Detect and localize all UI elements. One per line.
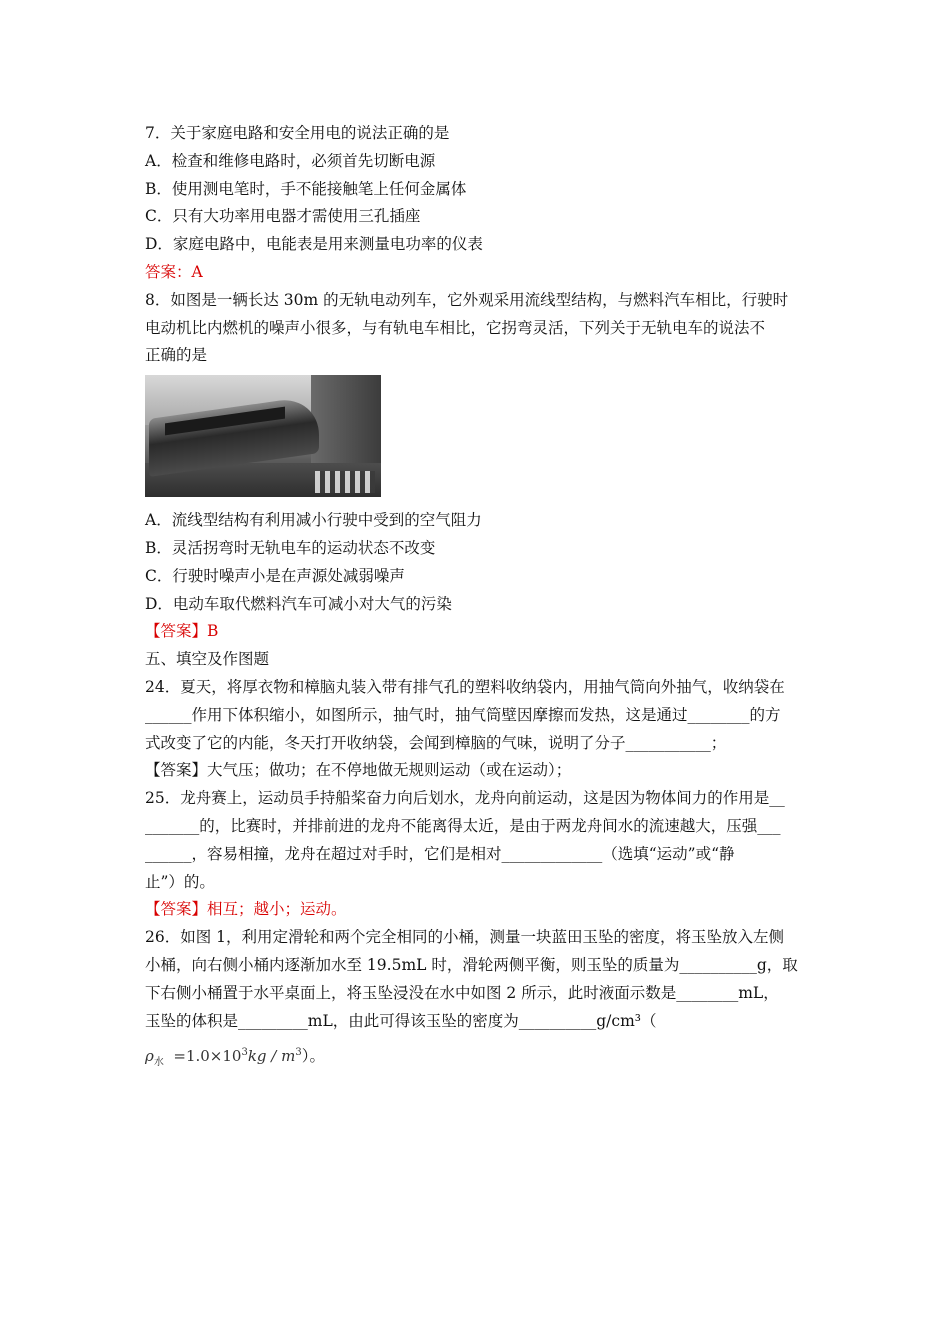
q26-formula-line <box>145 1039 815 1077</box>
q25-line-4: 止”）的。 <box>145 872 215 891</box>
q25-line-3: ______，容易相撞，龙舟在超过对手时，它们是相对_____________（选填“运动”或“静 <box>145 844 735 863</box>
document-content <box>145 120 815 1077</box>
q24-line-2: ______作用下体积缩小，如图所示，抽气时，抽气筒壁因摩擦而发热，这是通过________的方 <box>145 705 781 724</box>
q8-option-d: D．电动车取代燃料汽车可减小对大气的污染 <box>145 594 452 613</box>
q8-option-b: B．灵活拐弯时无轨电车的运动状态不改变 <box>145 538 436 557</box>
formula-value: =1.0×10 <box>173 1047 242 1066</box>
q7-stem: 7．关于家庭电路和安全用电的说法正确的是 <box>145 124 450 142</box>
q7-option-a: A．检查和维修电路时，必须首先切断电源 <box>145 151 436 170</box>
q24-answer-text: 大气压；做功；在不停地做无规则运动（或在运动）； <box>207 761 572 780</box>
formula-exponent: 3 <box>241 1047 248 1059</box>
formula-unit-exponent: 3 <box>295 1047 302 1059</box>
q25-line-1: 25．龙舟赛上，运动员手持船桨奋力向后划水，龙舟向前运动，这是因为物体间力的作用是__ <box>145 789 785 808</box>
q26-line-2: 小桶，向右侧小桶内逐渐加水至 19.5mL 时，滑轮两侧平衡，则玉坠的质量为__________g，取 <box>145 955 798 974</box>
q8-answer: 【答案】B <box>145 622 219 641</box>
photo-building <box>311 375 381 465</box>
formula-unit: kg / m <box>247 1047 296 1066</box>
formula-tail: ）。 <box>301 1047 325 1066</box>
q24-line-1: 24．夏天，将厚衣物和樟脑丸装入带有排气孔的塑料收纳袋内，用抽气筒向外抽气，收纳袋在 <box>145 677 785 696</box>
section-heading: 五、填空及作图题 <box>145 650 270 669</box>
q8-option-c: C．行驶时噪声小是在声源处减弱噪声 <box>145 566 405 585</box>
trackless-tram-photo <box>145 375 381 497</box>
q25-answer: 【答案】相互；越小；运动。 <box>145 900 347 919</box>
q8-stem-line-3: 正确的是 <box>145 346 208 365</box>
q7-answer: 答案：A <box>145 262 203 281</box>
q7-option-c: C．只有大功率用电器才需使用三孔插座 <box>145 207 421 226</box>
q8-option-a: A．流线型结构有利用减小行驶中受到的空气阻力 <box>145 511 482 530</box>
photo-crosswalk <box>315 471 375 493</box>
q8-stem-line-2: 电动机比内燃机的噪声小很多，与有轨电车相比，它拐弯灵活，下列关于无轨电车的说法不 <box>145 318 766 337</box>
q26-line-3: 下右侧小桶置于水平桌面上，将玉坠浸没在水中如图 2 所示，此时液面示数是________mL， <box>145 983 779 1002</box>
q26-line-4: 玉坠的体积是_________mL，由此可得该玉坠的密度为__________g/cm³（ <box>145 1011 657 1030</box>
formula-subscript: 水 <box>153 1057 164 1069</box>
water-density-formula <box>145 1047 302 1069</box>
formula-rho: ρ <box>145 1047 154 1066</box>
q7-option-b: B．使用测电笔时，手不能接触笔上任何金属体 <box>145 179 467 198</box>
q24-line-3: 式改变了它的内能，冬天打开收纳袋，会闻到樟脑的气味，说明了分子___________； <box>145 733 727 752</box>
q8-stem-line-1: 8．如图是一辆长达 30m 的无轨电动列车，它外观采用流线型结构，与燃料汽车相比，行驶时 <box>145 290 789 309</box>
q26-line-1: 26．如图 1，利用定滑轮和两个完全相同的小桶，测量一块蓝田玉坠的密度，将玉坠放入左侧 <box>145 928 785 947</box>
q24-answer <box>145 757 815 785</box>
q24-answer-label: 【答案】 <box>145 761 208 780</box>
q7-option-d: D．家庭电路中，电能表是用来测量电功率的仪表 <box>145 235 483 254</box>
q25-line-2: _______的，比赛时，并排前进的龙舟不能离得太近，是由于两龙舟间水的流速越大，压强___ <box>145 816 781 835</box>
